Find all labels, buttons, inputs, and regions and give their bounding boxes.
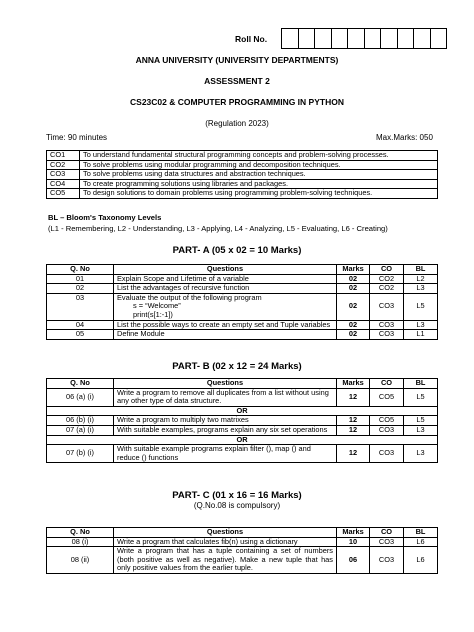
qno-cell: 06 (b) (i) [47, 416, 114, 426]
regulation: (Regulation 2023) [205, 119, 269, 128]
marks-cell: 12 [337, 425, 370, 435]
bl-cell: L3 [404, 445, 438, 463]
course-title: CS23C02 & COMPUTER PROGRAMMING IN PYTHON [130, 97, 344, 107]
question-cell [114, 293, 337, 320]
co-cell: CO3 [370, 537, 404, 547]
question-cell: Write a program to multiply two matrixes [114, 416, 337, 426]
course-outcomes-table [46, 150, 438, 199]
col-questions: Questions [114, 528, 337, 538]
marks-cell: 12 [337, 416, 370, 426]
table-row [47, 189, 438, 199]
roll-label: Roll No. [235, 33, 268, 44]
roll-box [365, 29, 382, 48]
table-row [47, 284, 438, 294]
code-line: s = “Welcome” [133, 301, 181, 311]
marks-cell: 12 [337, 388, 370, 406]
co-cell: CO2 [370, 274, 404, 284]
part-a-title: PART- A (05 x 02 = 10 Marks) [172, 245, 302, 256]
part-c-note: (Q.No.08 is compulsory) [193, 501, 281, 510]
qno-cell: 07 (a) (i) [47, 425, 114, 435]
table-header-row [47, 379, 438, 389]
question-line: Evaluate the output of the following program [117, 292, 262, 302]
table-row [47, 151, 438, 161]
co-code: CO4 [47, 179, 80, 189]
time-allowed: Time: 90 minutes [46, 133, 108, 142]
table-row [47, 425, 438, 435]
or-label: OR [47, 435, 438, 445]
roll-box [348, 29, 365, 48]
table-row [47, 445, 438, 463]
bl-cell: L6 [404, 547, 438, 574]
university-title: ANNA UNIVERSITY (UNIVERSITY DEPARTMENTS) [135, 55, 339, 65]
roll-number-block [235, 28, 447, 49]
bl-cell: L2 [404, 274, 438, 284]
bloom-title: BL – Bloom's Taxonomy Levels [48, 213, 162, 222]
or-label: OR [47, 406, 438, 416]
marks-cell: 02 [337, 293, 370, 320]
part-b-table [46, 378, 438, 463]
table-row [47, 330, 438, 340]
bl-cell: L5 [404, 388, 438, 406]
bl-cell: L6 [404, 537, 438, 547]
table-row [47, 388, 438, 406]
assessment-title: ASSESSMENT 2 [204, 76, 270, 86]
qno-cell: 06 (a) (i) [47, 388, 114, 406]
col-bl: BL [404, 528, 438, 538]
marks-cell: 02 [337, 274, 370, 284]
question-cell: Define Module [114, 330, 337, 340]
qno-cell: 01 [47, 274, 114, 284]
col-co: CO [370, 265, 404, 275]
co-code: CO2 [47, 160, 80, 170]
qno-cell: 08 (ii) [47, 547, 114, 574]
co-cell: CO3 [370, 547, 404, 574]
co-text: To understand fundamental structural programming concepts and problem-solving processes. [80, 151, 438, 161]
co-text: To solve problems using modular programming and decomposition techniques. [80, 160, 438, 170]
table-row [47, 293, 438, 320]
roll-box [381, 29, 398, 48]
col-bl: BL [404, 265, 438, 275]
col-bl: BL [404, 379, 438, 389]
qno-cell: 03 [47, 293, 114, 320]
bl-cell: L5 [404, 416, 438, 426]
roll-box [332, 29, 349, 48]
question-cell: Write a program that has a tuple containing a set of numbers (both positive as well as negative). Make a new tuple that has only positive values from the earlier tuple. [114, 547, 337, 574]
roll-box [282, 29, 299, 48]
roll-box [398, 29, 415, 48]
table-row [47, 170, 438, 180]
roll-box [414, 29, 431, 48]
marks-cell: 12 [337, 445, 370, 463]
qno-cell: 02 [47, 284, 114, 294]
co-cell: CO5 [370, 416, 404, 426]
bl-cell: L5 [404, 293, 438, 320]
col-marks: Marks [337, 528, 370, 538]
co-cell: CO3 [370, 445, 404, 463]
qno-cell: 08 (i) [47, 537, 114, 547]
part-b-title: PART- B (02 x 12 = 24 Marks) [172, 361, 302, 372]
part-a-table [46, 264, 438, 340]
qno-cell: 04 [47, 320, 114, 330]
co-code: CO5 [47, 189, 80, 199]
question-cell: List the possible ways to create an empty set and Tuple variables [114, 320, 337, 330]
roll-number-boxes [281, 28, 447, 49]
question-cell: With suitable examples, programs explain any six set operations [114, 425, 337, 435]
roll-box [315, 29, 332, 48]
question-cell: List the advantages of recursive function [114, 284, 337, 294]
marks-cell: 10 [337, 537, 370, 547]
col-qno: Q. No [47, 379, 114, 389]
co-cell: CO3 [370, 320, 404, 330]
question-cell: Write a program to remove all duplicates from a list without using any other type of data structure. [114, 388, 337, 406]
question-cell: Explain Scope and Lifetime of a variable [114, 274, 337, 284]
co-code: CO1 [47, 151, 80, 161]
co-cell: CO3 [370, 425, 404, 435]
col-co: CO [370, 379, 404, 389]
col-marks: Marks [337, 379, 370, 389]
marks-cell: 06 [337, 547, 370, 574]
co-cell: CO3 [370, 293, 404, 320]
bl-cell: L1 [404, 330, 438, 340]
marks-cell: 02 [337, 320, 370, 330]
col-qno: Q. No [47, 528, 114, 538]
co-code: CO3 [47, 170, 80, 180]
qno-cell: 07 (b) (i) [47, 445, 114, 463]
qno-cell: 05 [47, 330, 114, 340]
co-cell: CO3 [370, 330, 404, 340]
co-cell: CO2 [370, 284, 404, 294]
col-qno: Q. No [47, 265, 114, 275]
col-questions: Questions [114, 265, 337, 275]
bl-cell: L3 [404, 284, 438, 294]
col-marks: Marks [337, 265, 370, 275]
code-line: print(s[1:-1]) [133, 309, 173, 319]
co-text: To create programming solutions using libraries and packages. [80, 179, 438, 189]
co-text: To design solutions to domain problems using programming problem-solving techniques. [80, 189, 438, 199]
co-text: To solve problems using data structures and abstraction techniques. [80, 170, 438, 180]
roll-box [431, 29, 447, 48]
max-marks: Max.Marks: 050 [376, 133, 433, 142]
table-header-row [47, 265, 438, 275]
col-co: CO [370, 528, 404, 538]
table-row [47, 547, 438, 574]
marks-cell: 02 [337, 284, 370, 294]
bloom-levels: (L1 - Remembering, L2 - Understanding, L3 - Applying, L4 - Analyzing, L5 - Evaluating, L6 - Creating) [48, 224, 388, 233]
question-cell: Write a program that calculates fib(n) using a dictionary [114, 537, 337, 547]
part-c-title: PART- C (01 x 16 = 16 Marks) [172, 490, 302, 501]
co-cell: CO5 [370, 388, 404, 406]
bl-cell: L3 [404, 425, 438, 435]
table-header-row [47, 528, 438, 538]
question-cell: With suitable example programs explain filter (), map () and reduce () functions [114, 445, 337, 463]
roll-box [299, 29, 316, 48]
col-questions: Questions [114, 379, 337, 389]
bl-cell: L3 [404, 320, 438, 330]
marks-cell: 02 [337, 330, 370, 340]
part-c-table [46, 527, 438, 574]
